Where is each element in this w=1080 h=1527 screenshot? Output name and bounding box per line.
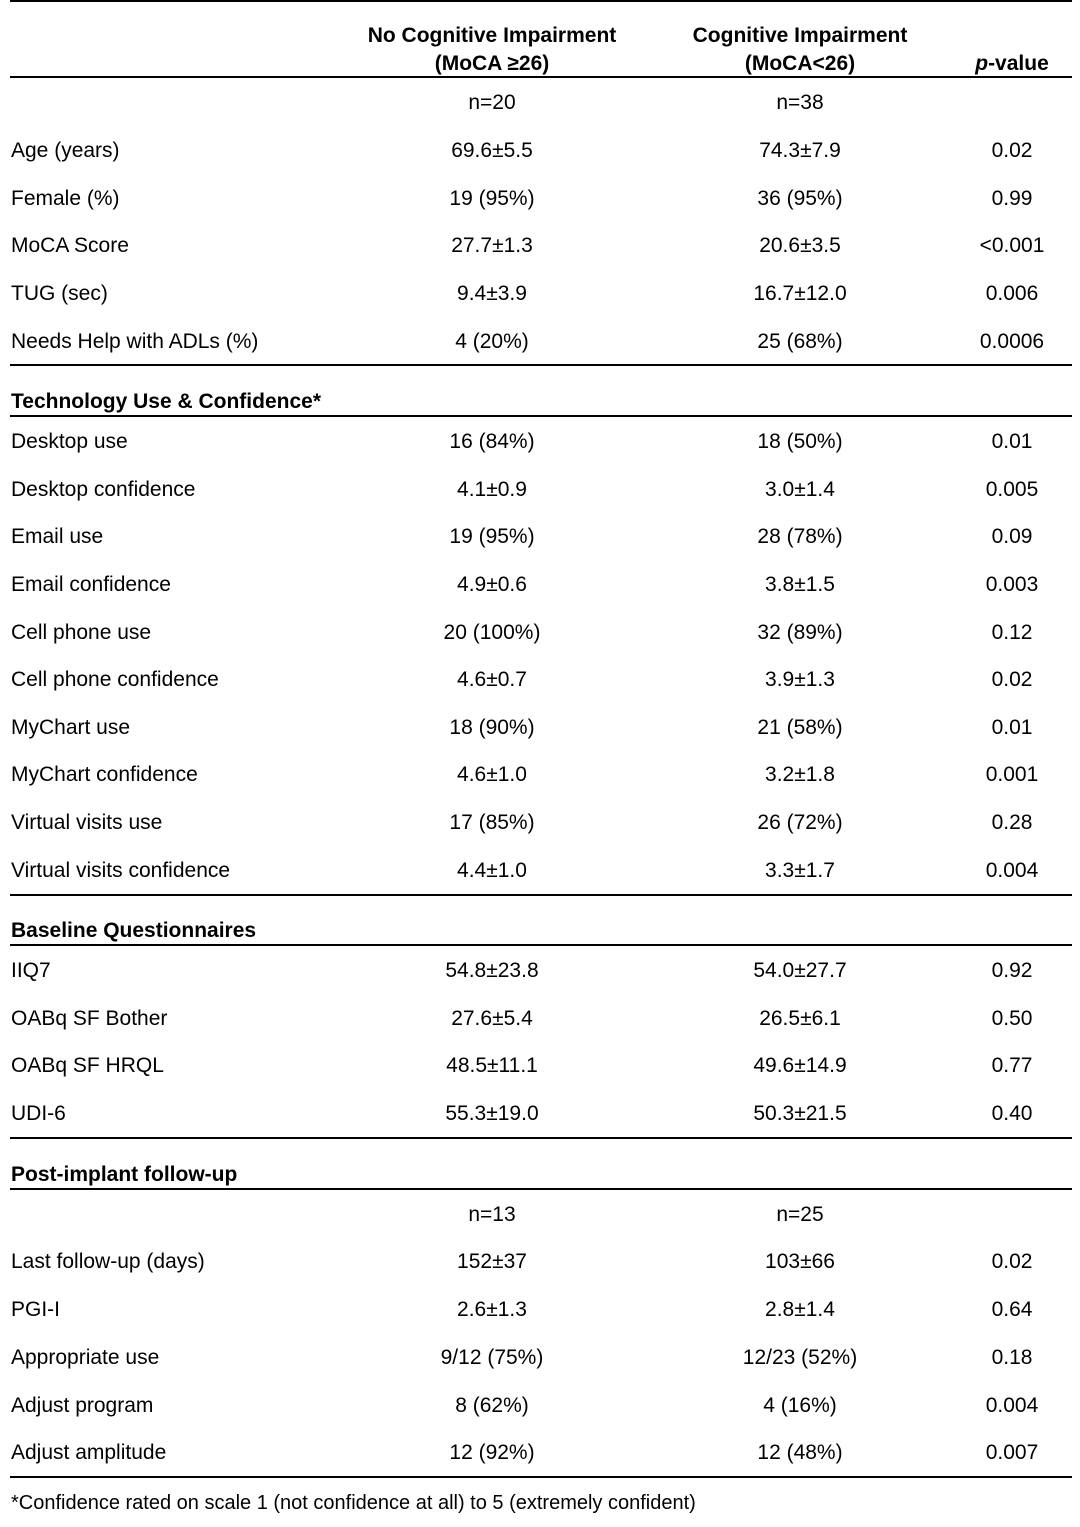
header-p-value [942,50,1080,78]
row-p-value: 0.01 [991,430,1033,453]
row-p-value: 0.001 [985,763,1039,786]
n-group2: n=38 [776,91,824,114]
row-value-group1: 17 (85%) [449,811,535,834]
row-value-group2: 54.0±27.7 [753,959,847,982]
header-p-italic: p [975,52,989,75]
row-label: Female (%) [11,187,120,210]
rule-followup-title [10,1188,1072,1190]
header-group1 [330,22,654,78]
row-value-group2: 26 (72%) [757,811,843,834]
row-value-group1: 4.4±1.0 [457,859,527,882]
row-p-value: 0.09 [991,525,1033,548]
row-value-group2: 20.6±3.5 [759,234,841,257]
row-value-group2: 74.3±7.9 [759,139,841,162]
row-label: Cell phone confidence [11,668,219,691]
row-label: Last follow-up (days) [11,1250,205,1273]
row-value-group1: 48.5±11.1 [446,1054,538,1077]
row-label: Desktop use [11,430,128,453]
row-label: MyChart confidence [11,763,198,786]
row-label: UDI-6 [11,1102,66,1125]
row-label: Needs Help with ADLs (%) [11,330,259,353]
row-value-group1: 152±37 [457,1250,527,1273]
row-p-value: 0.02 [991,1250,1033,1273]
row-label: Adjust program [11,1394,154,1417]
row-p-value: 0.18 [991,1346,1033,1369]
row-value-group1: 8 (62%) [455,1394,529,1417]
rule-header [10,76,1072,78]
row-p-value: 0.28 [991,811,1033,834]
row-label: Age (years) [11,139,120,162]
row-p-value: <0.001 [979,234,1045,257]
row-value-group1: 20 (100%) [443,621,541,644]
row-value-group1: 27.6±5.4 [451,1007,533,1030]
row-value-group1: 4.9±0.6 [457,573,527,596]
row-p-value: 0.40 [991,1102,1033,1125]
row-value-group1: 69.6±5.5 [451,139,533,162]
header-group2-line2: (MoCA<26) [744,52,856,75]
row-value-group2: 50.3±21.5 [753,1102,847,1125]
row-value-group2: 36 (95%) [757,187,843,210]
row-value-group2: 2.8±1.4 [765,1298,835,1321]
row-value-group2: 28 (78%) [757,525,843,548]
header-group2 [660,22,940,78]
row-label: IIQ7 [11,959,51,982]
section-title-followup: Post-implant follow-up [11,1163,238,1186]
row-value-group2: 32 (89%) [757,621,843,644]
row-p-value: 0.01 [991,716,1033,739]
rule-top [10,0,1072,2]
row-label: OABq SF HRQL [11,1054,164,1077]
row-value-group1: 19 (95%) [449,187,535,210]
row-label: Email confidence [11,573,171,596]
row-value-group1: 54.8±23.8 [445,959,539,982]
row-value-group1: 19 (95%) [449,525,535,548]
followup-n-group1: n=13 [468,1203,516,1226]
row-p-value: 0.02 [991,668,1033,691]
row-label: Desktop confidence [11,478,196,501]
row-label: MoCA Score [11,234,129,257]
row-value-group2: 12 (48%) [757,1441,843,1464]
row-value-group2: 103±66 [765,1250,835,1273]
row-p-value: 0.003 [985,573,1039,596]
n-group1: n=20 [468,91,516,114]
row-value-group2: 3.9±1.3 [765,668,835,691]
row-value-group2: 25 (68%) [757,330,843,353]
row-value-group1: 16 (84%) [449,430,535,453]
row-p-value: 0.92 [991,959,1033,982]
row-value-group1: 18 (90%) [449,716,535,739]
row-p-value: 0.50 [991,1007,1033,1030]
row-p-value: 0.02 [991,139,1033,162]
row-value-group1: 2.6±1.3 [457,1298,527,1321]
row-value-group2: 18 (50%) [757,430,843,453]
row-label: Virtual visits confidence [11,859,231,882]
row-value-group2: 3.8±1.5 [765,573,835,596]
footnote: *Confidence rated on scale 1 (not confidence at all) to 5 (extremely confident) [11,1492,696,1514]
rule-section-1 [10,364,1072,366]
header-group1-line2: (MoCA ≥26) [434,52,550,75]
row-value-group2: 16.7±12.0 [753,282,847,305]
row-p-value: 0.99 [991,187,1033,210]
row-p-value: 0.004 [985,1394,1039,1417]
rule-technology-title [10,415,1072,417]
row-p-value: 0.007 [985,1441,1039,1464]
row-label: Cell phone use [11,621,152,644]
row-label: TUG (sec) [11,282,108,305]
row-label: Virtual visits use [11,811,163,834]
row-label: PGI-I [11,1298,61,1321]
section-title-questionnaires: Baseline Questionnaires [11,919,257,942]
followup-n-group2: n=25 [776,1203,824,1226]
row-p-value: 0.77 [991,1054,1033,1077]
row-value-group2: 3.3±1.7 [765,859,835,882]
row-label: Email use [11,525,104,548]
header-group2-line1: Cognitive Impairment [692,24,908,47]
rule-questionnaires-title [10,944,1072,946]
row-value-group2: 3.2±1.8 [765,763,835,786]
header-group1-line1: No Cognitive Impairment [367,24,617,47]
row-p-value: 0.0006 [979,330,1045,353]
row-value-group2: 4 (16%) [763,1394,837,1417]
row-value-group1: 12 (92%) [449,1441,535,1464]
rule-section-3 [10,1137,1072,1139]
rule-bottom [10,1476,1072,1478]
row-value-group1: 4.1±0.9 [457,478,527,501]
row-label: Adjust amplitude [11,1441,167,1464]
row-label: MyChart use [11,716,131,739]
rule-section-2 [10,894,1072,896]
row-value-group2: 21 (58%) [757,716,843,739]
row-value-group1: 27.7±1.3 [451,234,533,257]
row-value-group1: 55.3±19.0 [445,1102,539,1125]
section-title-technology: Technology Use & Confidence* [11,390,321,413]
row-p-value: 0.006 [985,282,1039,305]
row-value-group2: 26.5±6.1 [759,1007,841,1030]
header-p-rest: -value [988,52,1049,75]
row-value-group1: 9.4±3.9 [457,282,527,305]
row-p-value: 0.12 [991,621,1033,644]
row-value-group2: 12/23 (52%) [742,1346,858,1369]
row-p-value: 0.64 [991,1298,1033,1321]
row-value-group2: 49.6±14.9 [753,1054,847,1077]
row-value-group1: 4.6±1.0 [457,763,527,786]
row-value-group1: 9/12 (75%) [440,1346,544,1369]
row-label: Appropriate use [11,1346,160,1369]
row-p-value: 0.005 [985,478,1039,501]
row-value-group2: 3.0±1.4 [765,478,835,501]
row-p-value: 0.004 [985,859,1039,882]
row-value-group1: 4 (20%) [455,330,529,353]
row-label: OABq SF Bother [11,1007,168,1030]
row-value-group1: 4.6±0.7 [457,668,527,691]
